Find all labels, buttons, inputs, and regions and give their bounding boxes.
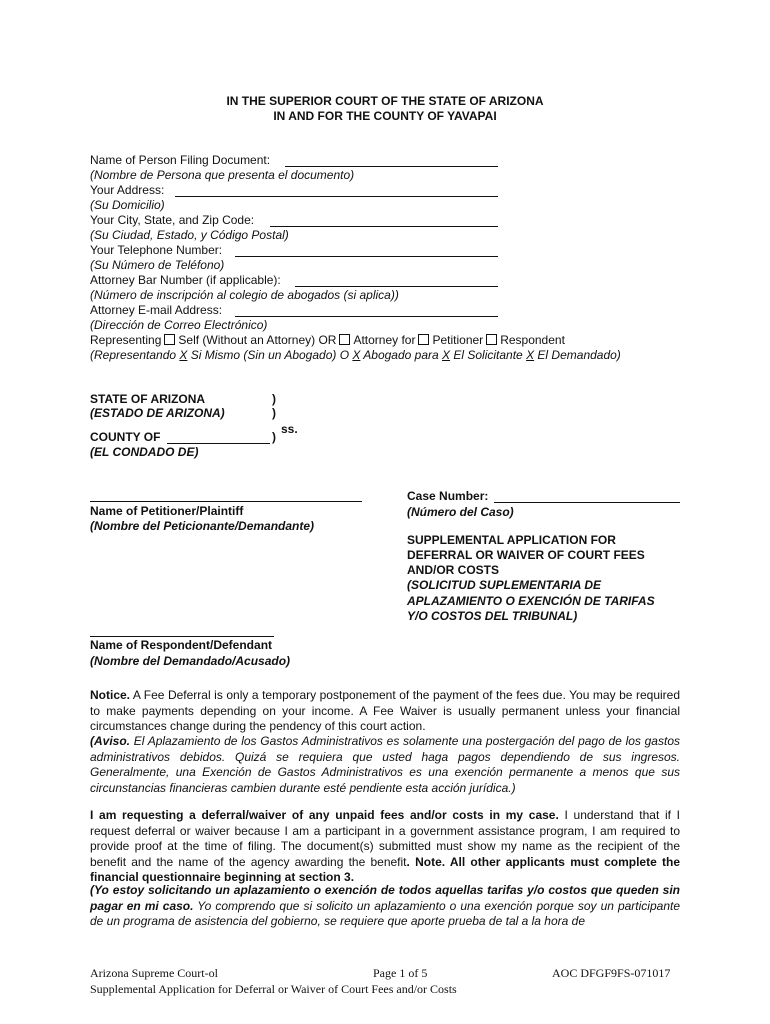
venue-paren-3: ) — [272, 430, 276, 444]
form-title-2: DEFERRAL OR WAIVER OF COURT FEES — [407, 548, 645, 562]
representing-es-x1: X — [179, 348, 188, 362]
request-note: . Note. All other applicants must complete the financial questionnaire beginning at section 3. — [90, 854, 680, 885]
representing-es-1: (Representando — [90, 348, 180, 362]
representing-es-x2: X — [352, 348, 361, 362]
representing-es-x3: X — [442, 348, 451, 362]
notice-paragraph — [90, 688, 680, 735]
field-city-line[interactable] — [270, 226, 498, 227]
case-number-label: Case Number: — [407, 489, 489, 503]
representing-es — [90, 348, 621, 362]
petitioner-es: (Nombre del Peticionante/Demandante) — [90, 519, 315, 533]
court-header-line1: IN THE SUPERIOR COURT OF THE STATE OF ARIZONA — [226, 94, 544, 108]
respondent-option-label: Respondent — [500, 333, 565, 347]
field-bar-line[interactable] — [295, 286, 498, 287]
request-text: I understand that if I request deferral or waiver because I am a participant in a government assistance program, I am required to provide proof at the time of filing. The document(s) submitted must show my name as the recipient of the benefit and the name of the agency awarding the benefit — [90, 808, 681, 869]
request-es-text: Yo comprendo que si solicito un aplazamiento o una exención porque soy un participante de un programa de asistencia del gobierno, se requiere que aporte prueba de tal a la hora de — [90, 898, 680, 929]
form-title-3: AND/OR COSTS — [407, 563, 500, 577]
self-option-label: Self (Without an Attorney) OR — [178, 333, 337, 347]
field-city-es: (Su Ciudad, Estado, y Código Postal) — [90, 228, 289, 242]
case-number-line[interactable] — [494, 502, 680, 503]
venue-paren-2: ) — [272, 406, 276, 420]
field-address-label: Your Address: — [90, 183, 165, 197]
request-paragraph — [90, 808, 680, 886]
field-phone-es: (Su Número de Teléfono) — [90, 258, 225, 272]
field-email-label: Attorney E-mail Address: — [90, 303, 223, 317]
footer-page: Page 1 of 5 — [373, 966, 428, 980]
field-address-line[interactable] — [175, 196, 498, 197]
venue-county: COUNTY OF — [90, 430, 161, 444]
representing-es-2: Si Mismo (Sin un Abogado) O — [187, 348, 353, 362]
representing-es-4: El Solicitante — [450, 348, 527, 362]
representing-es-3: Abogado para — [360, 348, 443, 362]
petitioner-line[interactable] — [90, 501, 362, 502]
notice-es-text: El Aplazamiento de los Gastos Administrativos es solamente una postergación del pago de los gastos administrativos debidos. Quizá se requiera que usted haga pagos dependiendo de sus ingresos. Generalmente, una Exención de Gastos Administrativos es una exención permanente a menos que sus circunstancias financieras cambien durante esté pendiente esta acción jurídica.) — [90, 734, 680, 795]
form-title-1: SUPPLEMENTAL APPLICATION FOR — [407, 533, 616, 547]
venue-state: STATE OF ARIZONA — [90, 392, 206, 406]
field-bar-label: Attorney Bar Number (if applicable): — [90, 273, 281, 287]
field-email-line[interactable] — [235, 316, 498, 317]
petitioner-label: Name of Petitioner/Plaintiff — [90, 504, 244, 518]
notice-es-paragraph — [90, 734, 680, 796]
attorney-option-label: Attorney for — [353, 333, 416, 347]
field-bar-es: (Número de inscripción al colegio de abogados (si aplica)) — [90, 288, 399, 302]
representing-label: Representing — [90, 333, 162, 347]
petitioner-option-label: Petitioner — [432, 333, 484, 347]
attorney-checkbox[interactable] — [339, 334, 350, 345]
venue-ss: ss. — [281, 422, 298, 436]
field-name-line[interactable] — [285, 166, 498, 167]
form-title-es-2: APLAZAMIENTO O EXENCIÓN DE TARIFAS — [407, 594, 655, 608]
field-phone-line[interactable] — [235, 256, 498, 257]
respondent-es: (Nombre del Demandado/Acusado) — [90, 654, 291, 668]
petitioner-checkbox[interactable] — [418, 334, 429, 345]
court-header-line2: IN AND FOR THE COUNTY OF YAVAPAI — [273, 109, 497, 123]
venue-paren-1: ) — [272, 392, 276, 406]
self-checkbox[interactable] — [164, 334, 175, 345]
respondent-line[interactable] — [90, 636, 274, 637]
field-name-label: Name of Person Filing Document: — [90, 153, 271, 167]
notice-es-open: ( — [90, 734, 94, 748]
footer-left2: Supplemental Application for Deferral or Waiver of Court Fees and/or Costs — [90, 982, 457, 996]
form-title-es-1: (SOLICITUD SUPLEMENTARIA DE — [407, 578, 601, 592]
request-es-bold: (Yo estoy solicitando un aplazamiento o exención de todos aquellas tarifas y/o costos que queden sin pagar en mi caso. — [90, 883, 680, 913]
venue-county-es: (EL CONDADO DE) — [90, 445, 199, 459]
request-es-paragraph — [90, 883, 680, 930]
representing-row — [90, 333, 565, 347]
notice-bold: Notice. — [90, 688, 131, 702]
representing-es-5: El Demandado) — [534, 348, 621, 362]
request-bold: I am requesting a deferral/waiver of any unpaid fees and/or costs in my case. — [90, 808, 559, 822]
venue-county-line[interactable] — [167, 443, 270, 444]
form-title-es-3: Y/O COSTOS DEL TRIBUNAL) — [407, 609, 578, 623]
field-email-es: (Dirección de Correo Electrónico) — [90, 318, 268, 332]
representing-es-x4: X — [526, 348, 535, 362]
field-name-es: (Nombre de Persona que presenta el documento) — [90, 168, 355, 182]
field-address-es: (Su Domicilio) — [90, 198, 165, 212]
notice-text: A Fee Deferral is only a temporary postponement of the payment of the fees due. You may be required to make payments depending on your income. A Fee Waiver is usually permanent unless your financial circumstances change during the pendency of this court action. — [90, 688, 680, 734]
case-number-es: (Número del Caso) — [407, 505, 514, 519]
field-city-label: Your City, State, and Zip Code: — [90, 213, 255, 227]
notice-es-bold: Aviso. — [94, 734, 131, 748]
respondent-checkbox[interactable] — [486, 334, 497, 345]
field-phone-label: Your Telephone Number: — [90, 243, 223, 257]
footer-code: AOC DFGF9FS-071017 — [552, 966, 671, 980]
respondent-label: Name of Respondent/Defendant — [90, 638, 273, 652]
footer-left1: Arizona Supreme Court-ol — [90, 966, 218, 980]
venue-state-es: (ESTADO DE ARIZONA) — [90, 406, 225, 420]
